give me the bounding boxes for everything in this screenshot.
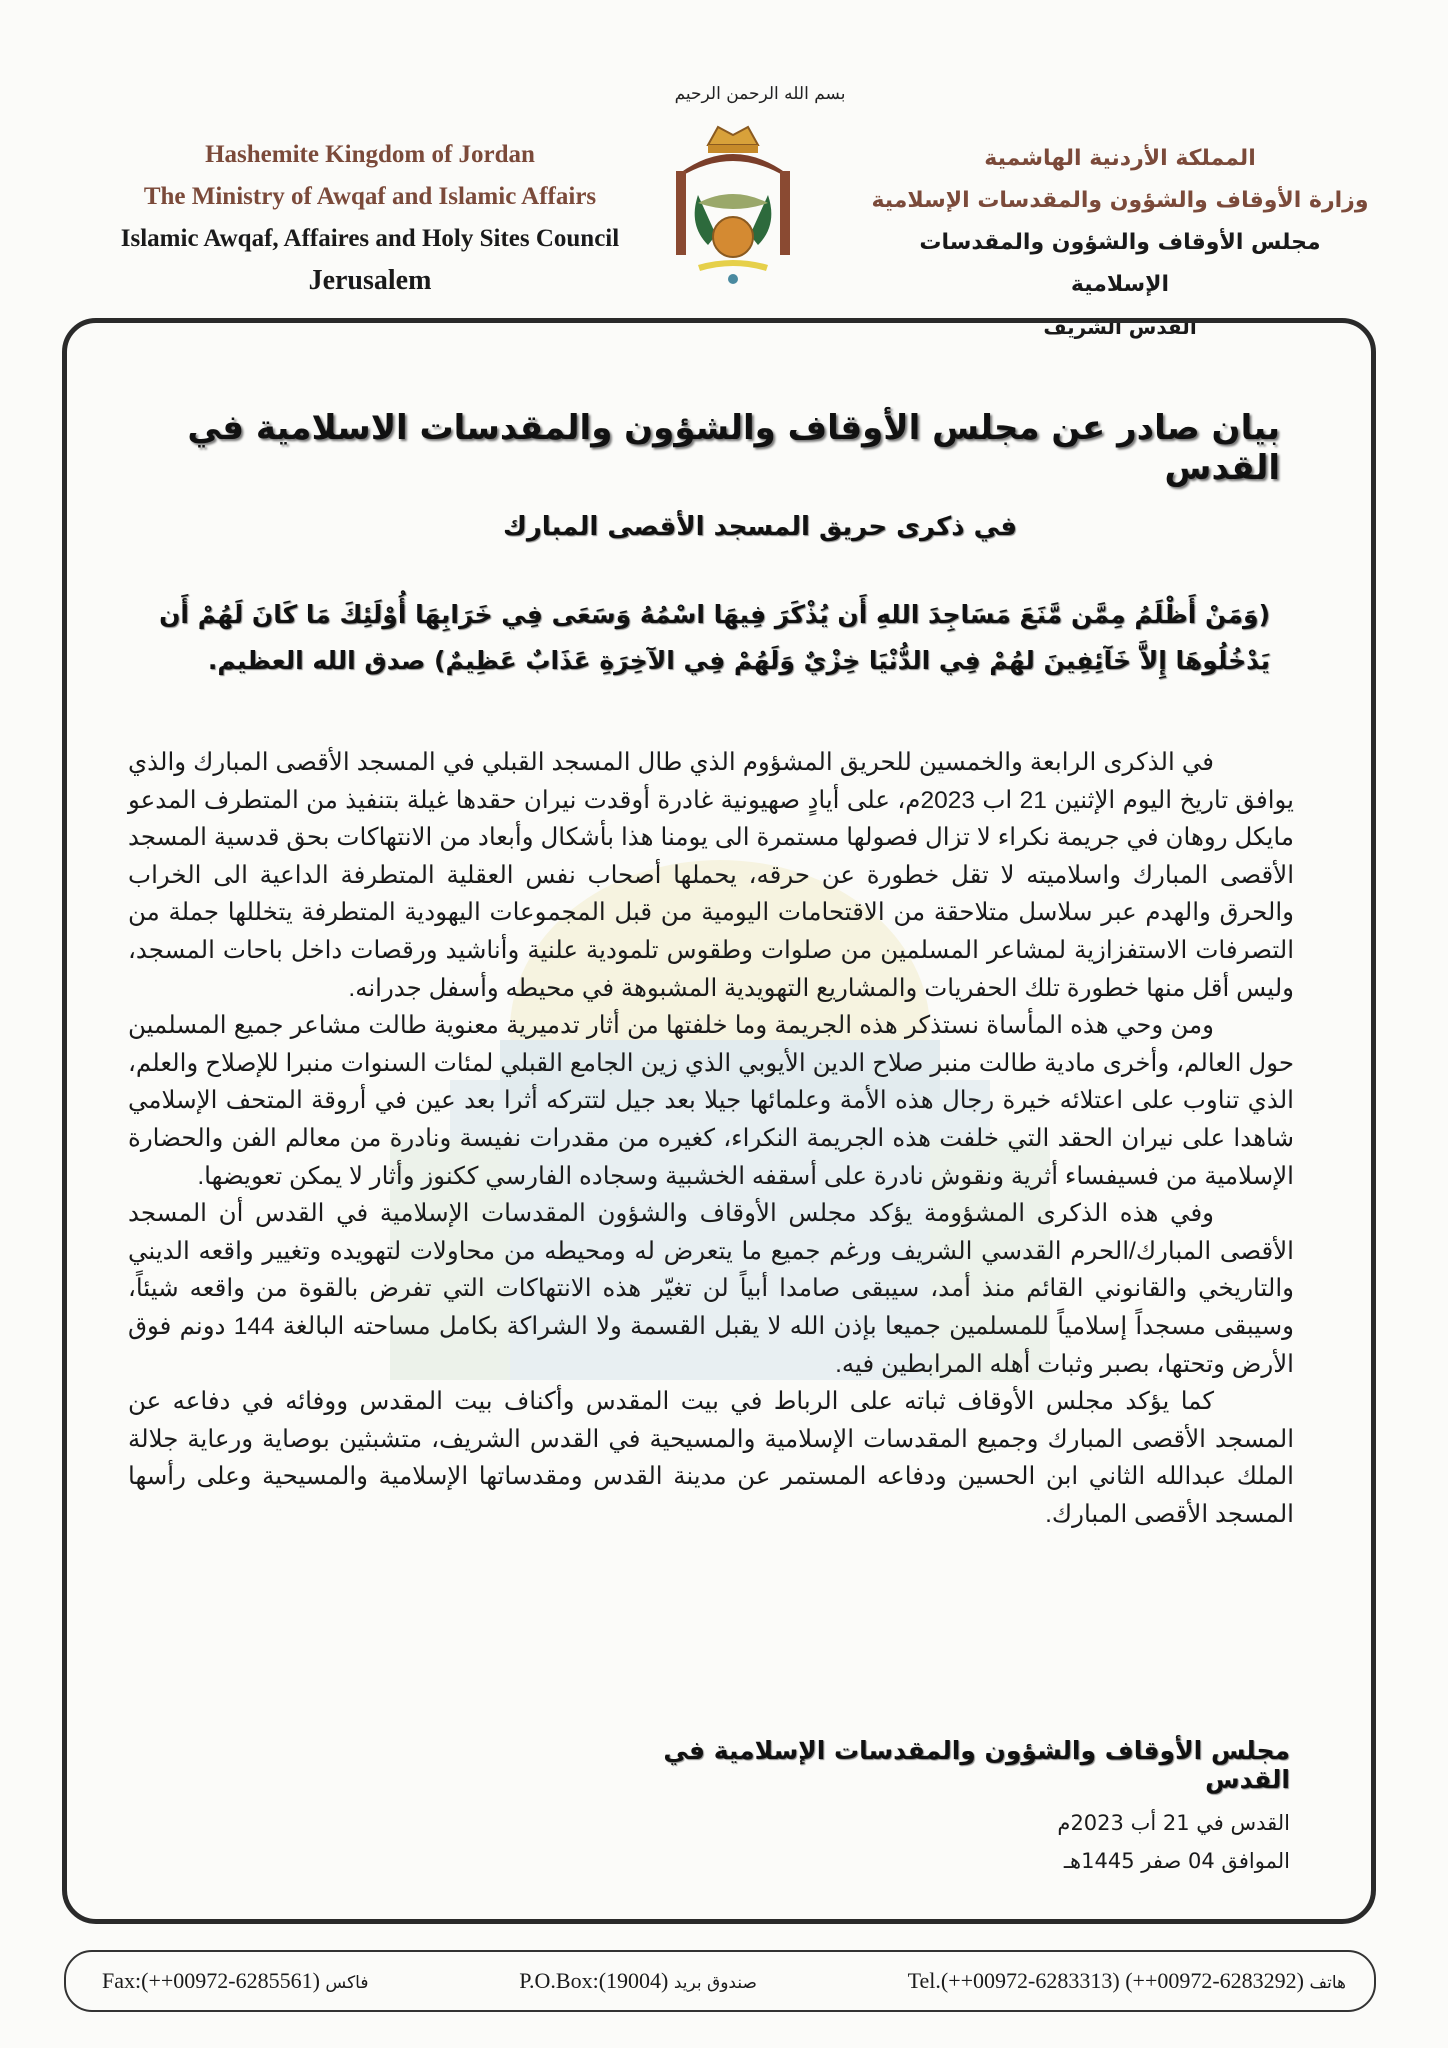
footer-pobox bbox=[519, 1968, 757, 1994]
tel-label-ar: هاتف bbox=[1309, 1973, 1346, 1993]
contact-footer bbox=[64, 1950, 1376, 2012]
footer-tel bbox=[908, 1968, 1346, 1994]
jordan-coat-of-arms-icon bbox=[668, 115, 798, 285]
pobox-number: P.O.Box:(19004) bbox=[519, 1968, 669, 1993]
signoff-organization: مجلس الأوقاف والشؤون والمقدسات الإسلامية في القدس bbox=[663, 1736, 1290, 1794]
statement-body bbox=[128, 744, 1294, 1533]
fax-label-ar: فاكس bbox=[325, 1973, 369, 1993]
letterhead-en-city: Jerusalem bbox=[308, 265, 432, 296]
letterhead-ar-council: مجلس الأوقاف والشؤون والمقدسات الإسلامية bbox=[919, 230, 1321, 297]
letterhead-en-ministry: The Ministry of Awqaf and Islamic Affairs bbox=[143, 183, 597, 210]
letterhead-arabic bbox=[870, 138, 1370, 348]
signoff-date-hijri: الموافق 04 صفر 1445هـ bbox=[1063, 1849, 1290, 1873]
signoff bbox=[600, 1736, 1290, 1880]
fax-number: Fax:(++00972-6285561) bbox=[102, 1968, 320, 1993]
signoff-date-gregorian: القدس في 21 أب 2023م bbox=[1057, 1811, 1290, 1835]
letterhead-english bbox=[70, 134, 670, 302]
tel-numbers: Tel.(++00972-6283313) (++00972-6283292) bbox=[907, 1968, 1305, 1993]
statement-title: بيان صادر عن مجلس الأوقاف والشؤون والمقدسات الاسلامية في القدس bbox=[187, 408, 1280, 488]
paragraph-1: في الذكرى الرابعة والخمسين للحريق المشؤوم الذي طال المسجد القبلي في المسجد الأقصى المبارك والذي يوافق تاريخ اليوم الإثنين 21 اب 2023م، على أيادٍ صهيونية غادرة أوقدت نيران حقدها غيلة بتنفيذ من المتطرف المدعو مايكل روهان في جريمة نكراء لا تزال فصولها مستمرة الى يومنا هذا بأشكال وأبعاد من الانتهاكات بحق قدسية المسجد الأقصى المبارك واسلاميته لا تقل خطورة عن حرقه، يحملها أصحاب نفس العقلية المتطرفة الداعية الى الخراب والحرق والهدم عبر سلاسل متلاحقة من الاقتحامات اليومية من قبل المجموعات اليهودية المتطرفة يتخللها جملة من التصرفات الاستفزازية لمشاعر المسلمين من صلوات وطقوس تلمودية علنية وأناشيد ورقصات داخل باحات المسجد، وليس أقل منها خطورة تلك الحفريات والمشاريع التهويدية المشبوهة في محيطه وأسفل جدرانه. bbox=[128, 749, 1294, 1002]
letterhead-en-kingdom: Hashemite Kingdom of Jordan bbox=[205, 141, 535, 168]
letterhead-en-council: Islamic Awqaf, Affaires and Holy Sites Council bbox=[120, 225, 620, 252]
letterhead-ar-ministry: وزارة الأوقاف والشؤون والمقدسات الإسلامية bbox=[871, 188, 1369, 213]
paragraph-4: كما يؤكد مجلس الأوقاف ثباته على الرباط في بيت المقدس وأكناف بيت المقدس ووفائه في دفاعه عن المسجد الأقصى المبارك وجميع المقدسات الإسلامية والمسيحية في القدس الشريف، متشبثين بوصاية ورعاية جلالة الملك عبدالله الثاني ابن الحسين ودفاعه المستمر عن مدينة القدس ومقدساتها الإسلامية والمسيحية وعلى رأسها المسجد الأقصى المبارك. bbox=[128, 1388, 1294, 1528]
statement-subtitle: في ذكرى حريق المسجد الأقصى المبارك bbox=[503, 512, 1017, 542]
footer-fax bbox=[102, 1968, 368, 1994]
pobox-label-ar: صندوق بريد bbox=[673, 1973, 757, 1993]
paragraph-2: ومن وحي هذه المأساة نستذكر هذه الجريمة وما خلفتها من أثار تدميرية معنوية طالت مشاعر جميع المسلمين حول العالم، وأخرى مادية طالت منبر صلاح الدين الأيوبي الذي زين الجامع القبلي لمئات السنوات منبرا للإصلاح والعلم، الذي تناوب على اعتلائه خيرة رجال هذه الأمة وعلمائها جيلا بعد جيل لتتركه أثرا بعد عين في أروقة المتحف الإسلامي شاهدا على نيران الحقد التي خلفت هذه الجريمة النكراء، كغيره من مقدرات نفيسة ونادرة من معالم الفن والحضارة الإسلامية من فسيفساء أثرية ونقوش نادرة على أسقفه الخشبية وسجاده الفارسي ككنوز وأثار لا يمكن تعويضها. bbox=[128, 1012, 1294, 1190]
paragraph-3: وفي هذه الذكرى المشؤومة يؤكد مجلس الأوقاف والشؤون المقدسات الإسلامية في القدس أن المسجد الأقصى المبارك/الحرم القدسي الشريف ورغم جميع ما يتعرض له ومحيطه من محاولات لتهويده وتغيير واقعه الديني والتاريخي والقانوني القائم منذ أمد، سيبقى صامدا أبياً لن تغيّر هذه الانتهاكات التي تفرض بالقوة من واقعه شيئاً، وسيبقى مسجداً إسلامياً للمسلمين جميعا بإذن الله لا يقبل القسمة ولا الشراكة بكامل مساحته البالغة 144 دونم فوق الأرض وتحتها، بصبر وثبات أهله المرابطين فيه. bbox=[128, 1200, 1294, 1378]
letterhead-ar-kingdom: المملكة الأردنية الهاشمية bbox=[984, 146, 1256, 171]
basmala: بسم الله الرحمن الرحيم bbox=[674, 84, 846, 104]
quran-verse: (وَمَنْ أَظْلَمُ مِمَّن مَّنَعَ مَسَاجِدَ اللهِ أَن يُذْكَرَ فِيهَا اسْمُهُ وَسَعَى فِي خَرَابِهَا أُوْلَئِكَ مَا كَانَ لَهُمْ أَن يَدْخُلُوهَا إِلاَّ خَآئِفِينَ لهُمْ فِي الدُّنْيَا خِزْيٌ وَلَهُمْ فِي الآخِرَةِ عَذَابٌ عَظِيمٌ) صدق الله العظيم. bbox=[159, 600, 1270, 675]
letterhead-ar-city: القدس الشريف bbox=[1043, 315, 1197, 339]
